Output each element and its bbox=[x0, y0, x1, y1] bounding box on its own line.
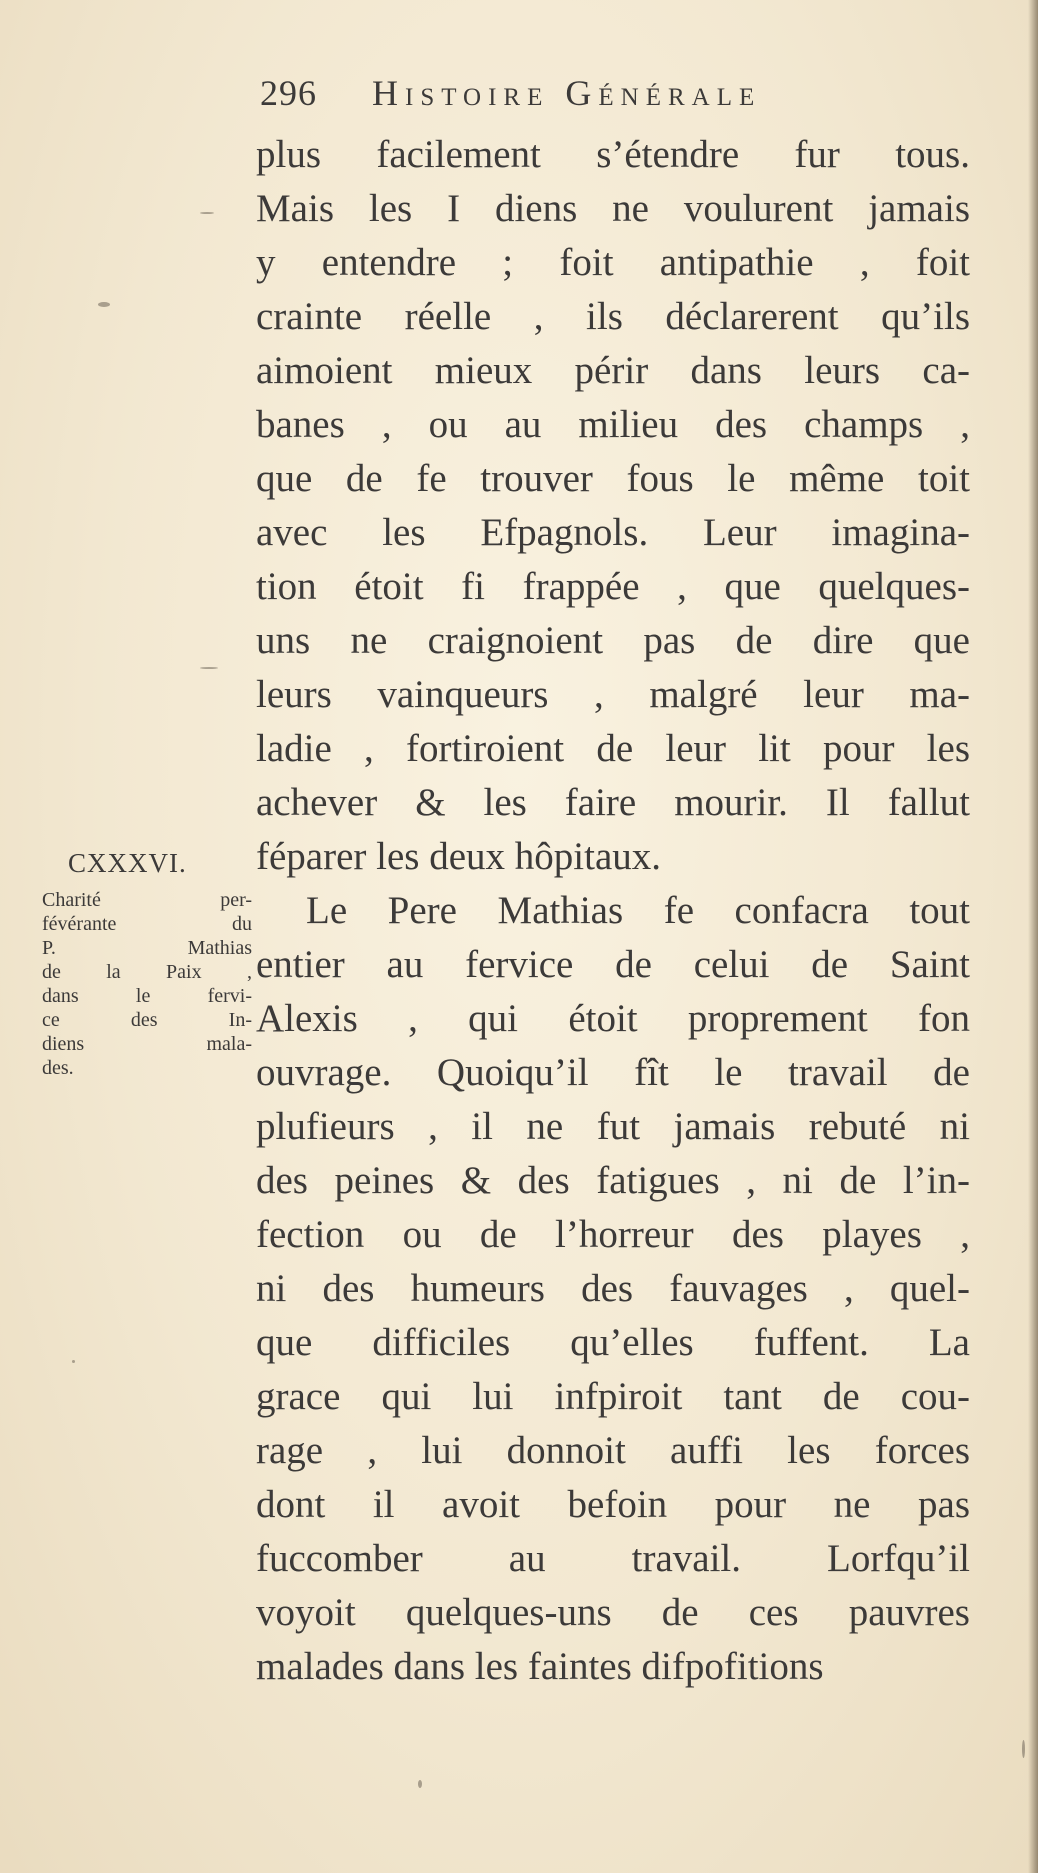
text-line: féparer les deux hôpitaux. bbox=[256, 835, 662, 878]
text-line: rage , lui donnoit auffi les forces bbox=[256, 1429, 970, 1472]
text-line: grace qui lui infpiroit tant de cou- bbox=[256, 1375, 970, 1418]
paper-speck bbox=[72, 1360, 75, 1363]
margin-note-line: diens mala- bbox=[42, 1033, 252, 1055]
text-line: entier au fervice de celui de Saint bbox=[256, 943, 970, 986]
text-line: ladie , fortiroient de leur lit pour les bbox=[256, 727, 970, 770]
text-line: crainte réelle , ils déclarerent qu’ils bbox=[256, 295, 970, 338]
text-line: tion étoit fi frappée , que quelques- bbox=[256, 565, 970, 608]
margin-note-line: de la Paix , bbox=[42, 961, 252, 983]
margin-note-line: Charité per- bbox=[42, 889, 252, 911]
text-line: malades dans les faintes difpofitions bbox=[256, 1645, 824, 1688]
margin-note-line: P. Mathias bbox=[42, 937, 252, 959]
text-line: que de fe trouver fous le même toit bbox=[256, 457, 970, 500]
paper-speck bbox=[200, 212, 214, 214]
text-line: y entendre ; foit antipathie , foit bbox=[256, 241, 970, 284]
running-title: Histoire Générale bbox=[372, 73, 762, 113]
text-line: Alexis , qui étoit proprement fon bbox=[256, 997, 970, 1040]
page-header bbox=[260, 72, 950, 132]
margin-note-line: févérante du bbox=[42, 913, 252, 935]
page-number: 296 bbox=[260, 73, 317, 113]
text-line: fuccomber au travail. Lorfqu’il bbox=[256, 1537, 970, 1580]
margin-note-line: des. bbox=[42, 1057, 74, 1079]
margin-note bbox=[42, 846, 252, 1080]
paper-speck bbox=[200, 667, 218, 669]
section-number: CXXXVI. bbox=[68, 848, 187, 878]
text-line: des peines & des fatigues , ni de l’in- bbox=[256, 1159, 970, 1202]
paper-speck bbox=[98, 302, 110, 307]
text-line: ouvrage. Quoiqu’il fît le travail de bbox=[256, 1051, 970, 1094]
text-line: leurs vainqueurs , malgré leur ma- bbox=[256, 673, 970, 716]
text-line: avec les Efpagnols. Leur imagina- bbox=[256, 511, 970, 554]
text-line: Mais les I diens ne voulurent jamais bbox=[256, 187, 970, 230]
paper-speck bbox=[1022, 1740, 1025, 1758]
text-line: fection ou de l’horreur des playes , bbox=[256, 1213, 970, 1256]
text-line: Le Pere Mathias fe confacra tout bbox=[306, 889, 970, 932]
page-edge-shadow bbox=[1028, 0, 1038, 1873]
text-line: voyoit quelques-uns de ces pauvres bbox=[256, 1591, 970, 1634]
text-line: plus facilement s’étendre fur tous. bbox=[256, 133, 970, 176]
text-line: achever & les faire mourir. Il fallut bbox=[256, 781, 970, 824]
text-line: dont il avoit befoin pour ne pas bbox=[256, 1483, 970, 1526]
margin-note-line: dans le fervi- bbox=[42, 985, 252, 1007]
body-text bbox=[256, 128, 970, 1694]
paper-speck bbox=[418, 1780, 422, 1788]
text-line: uns ne craignoient pas de dire que bbox=[256, 619, 970, 662]
margin-note-line: ce des In- bbox=[42, 1009, 252, 1031]
text-line: aimoient mieux périr dans leurs ca- bbox=[256, 349, 970, 392]
text-line: banes , ou au milieu des champs , bbox=[256, 403, 970, 446]
text-line: que difficiles qu’elles fuffent. La bbox=[256, 1321, 970, 1364]
text-line: plufieurs , il ne fut jamais rebuté ni bbox=[256, 1105, 970, 1148]
text-line: ni des humeurs des fauvages , quel- bbox=[256, 1267, 970, 1310]
